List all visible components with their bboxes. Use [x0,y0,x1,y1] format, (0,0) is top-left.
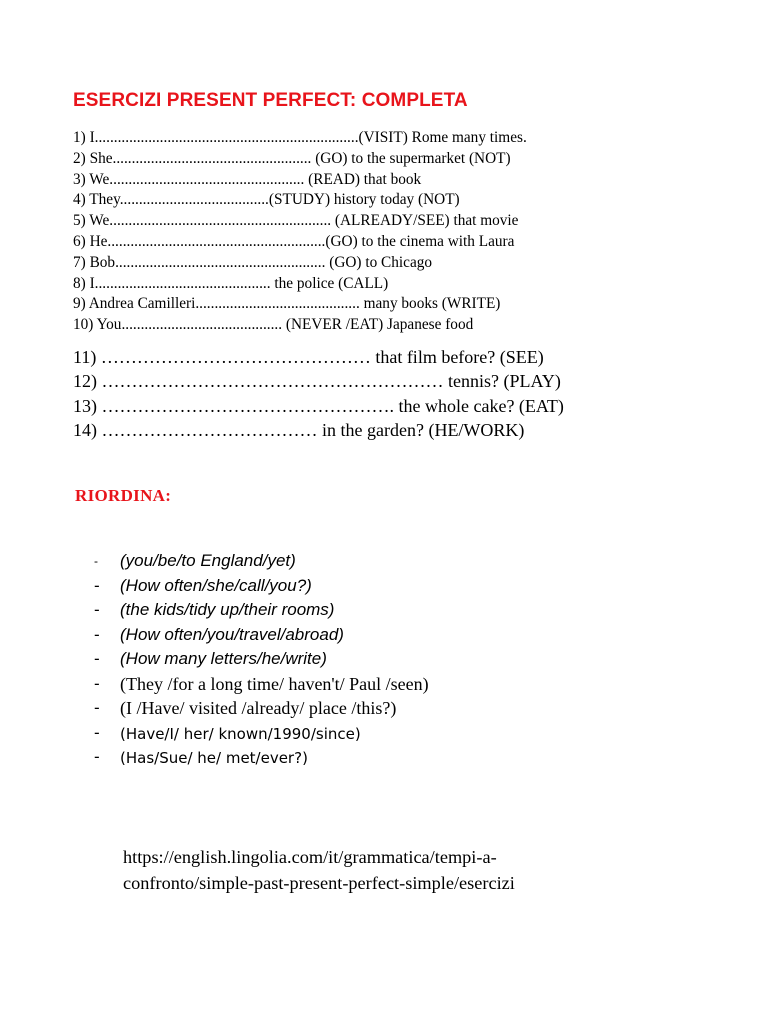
exercise-item-1: 1) I.....................................................................(VISIT) Rome many times. [73,129,527,146]
list-bullet-dash: - [94,747,100,766]
list-bullet-dash: - [94,649,100,668]
source-link-line-2[interactable]: confronto/simple-past-present-perfect-simple/esercizi [123,873,515,893]
reorder-item-text: (Have/I/ her/ known/1990/since) [120,724,361,743]
exercise-list-completa [73,128,527,336]
exercise-item-7: 7) Bob....................................................... (GO) to Chicago [73,253,433,271]
exercise-item-9: 9) Andrea Camilleri........................................... many books (WRITE) [73,295,501,313]
exercise-item-4: 4) They.......................................(STUDY) history today (NOT) [73,191,460,209]
page-title: ESERCIZI PRESENT PERFECT: COMPLETA [73,90,468,111]
list-bullet-dash: - [94,722,100,742]
exercise-item-11: 11) ……………………………………… that film before? (SEE) [73,347,544,367]
exercise-item-14: 14) ……………………………… in the garden? (HE/WORK) [73,419,525,440]
list-bullet-dash: - [94,624,100,644]
reorder-item-text: (the kids/tidy up/their rooms) [120,600,335,619]
exercise-item-5: 5) We.......................................................... (ALREADY/SEE) that movie [73,212,519,230]
exercise-item-2: 2) She.................................................... (GO) to the supermarket (NOT) [73,149,511,167]
exercise-item-13: 13) …………………………………………. the whole cake? (EAT) [73,395,564,416]
reorder-item-text: (How often/you/travel/abroad) [120,624,344,644]
list-bullet-dash: - [94,673,100,693]
section-heading-riordina: RIORDINA: [75,486,172,505]
reorder-item-text: (you/be/to England/yet) [120,551,296,570]
exercise-item-10: 10) You.......................................... (NEVER /EAT) Japanese food [73,316,474,334]
list-bullet-dash: - [94,698,100,717]
exercise-item-12: 12) ………………………………………………… tennis? (PLAY) [73,371,561,392]
reorder-item-text: (How often/she/call/you?) [120,575,312,595]
reorder-item-text: (Has/Sue/ he/ met/ever?) [120,749,308,767]
reorder-item-text: (I /Have/ visited /already/ place /this?) [120,698,397,718]
list-bullet-dash: - [94,575,100,595]
exercise-item-8: 8) I.............................................. the police (CALL) [73,274,389,292]
exercise-list-questions [73,345,564,442]
reorder-item-text: (How many letters/he/write) [120,649,327,668]
exercise-item-3: 3) We................................................... (READ) that book [73,170,422,188]
reorder-item-text: (They /for a long time/ haven't/ Paul /seen) [120,673,429,694]
source-link-line-1[interactable]: https://english.lingolia.com/it/grammatica/tempi-a- [123,847,497,867]
exercise-item-6: 6) He.........................................................(GO) to the cinema with Laura [73,232,515,250]
list-bullet-dash: - [94,600,100,619]
source-link[interactable] [123,844,515,896]
list-bullet-dash: - [94,554,98,568]
